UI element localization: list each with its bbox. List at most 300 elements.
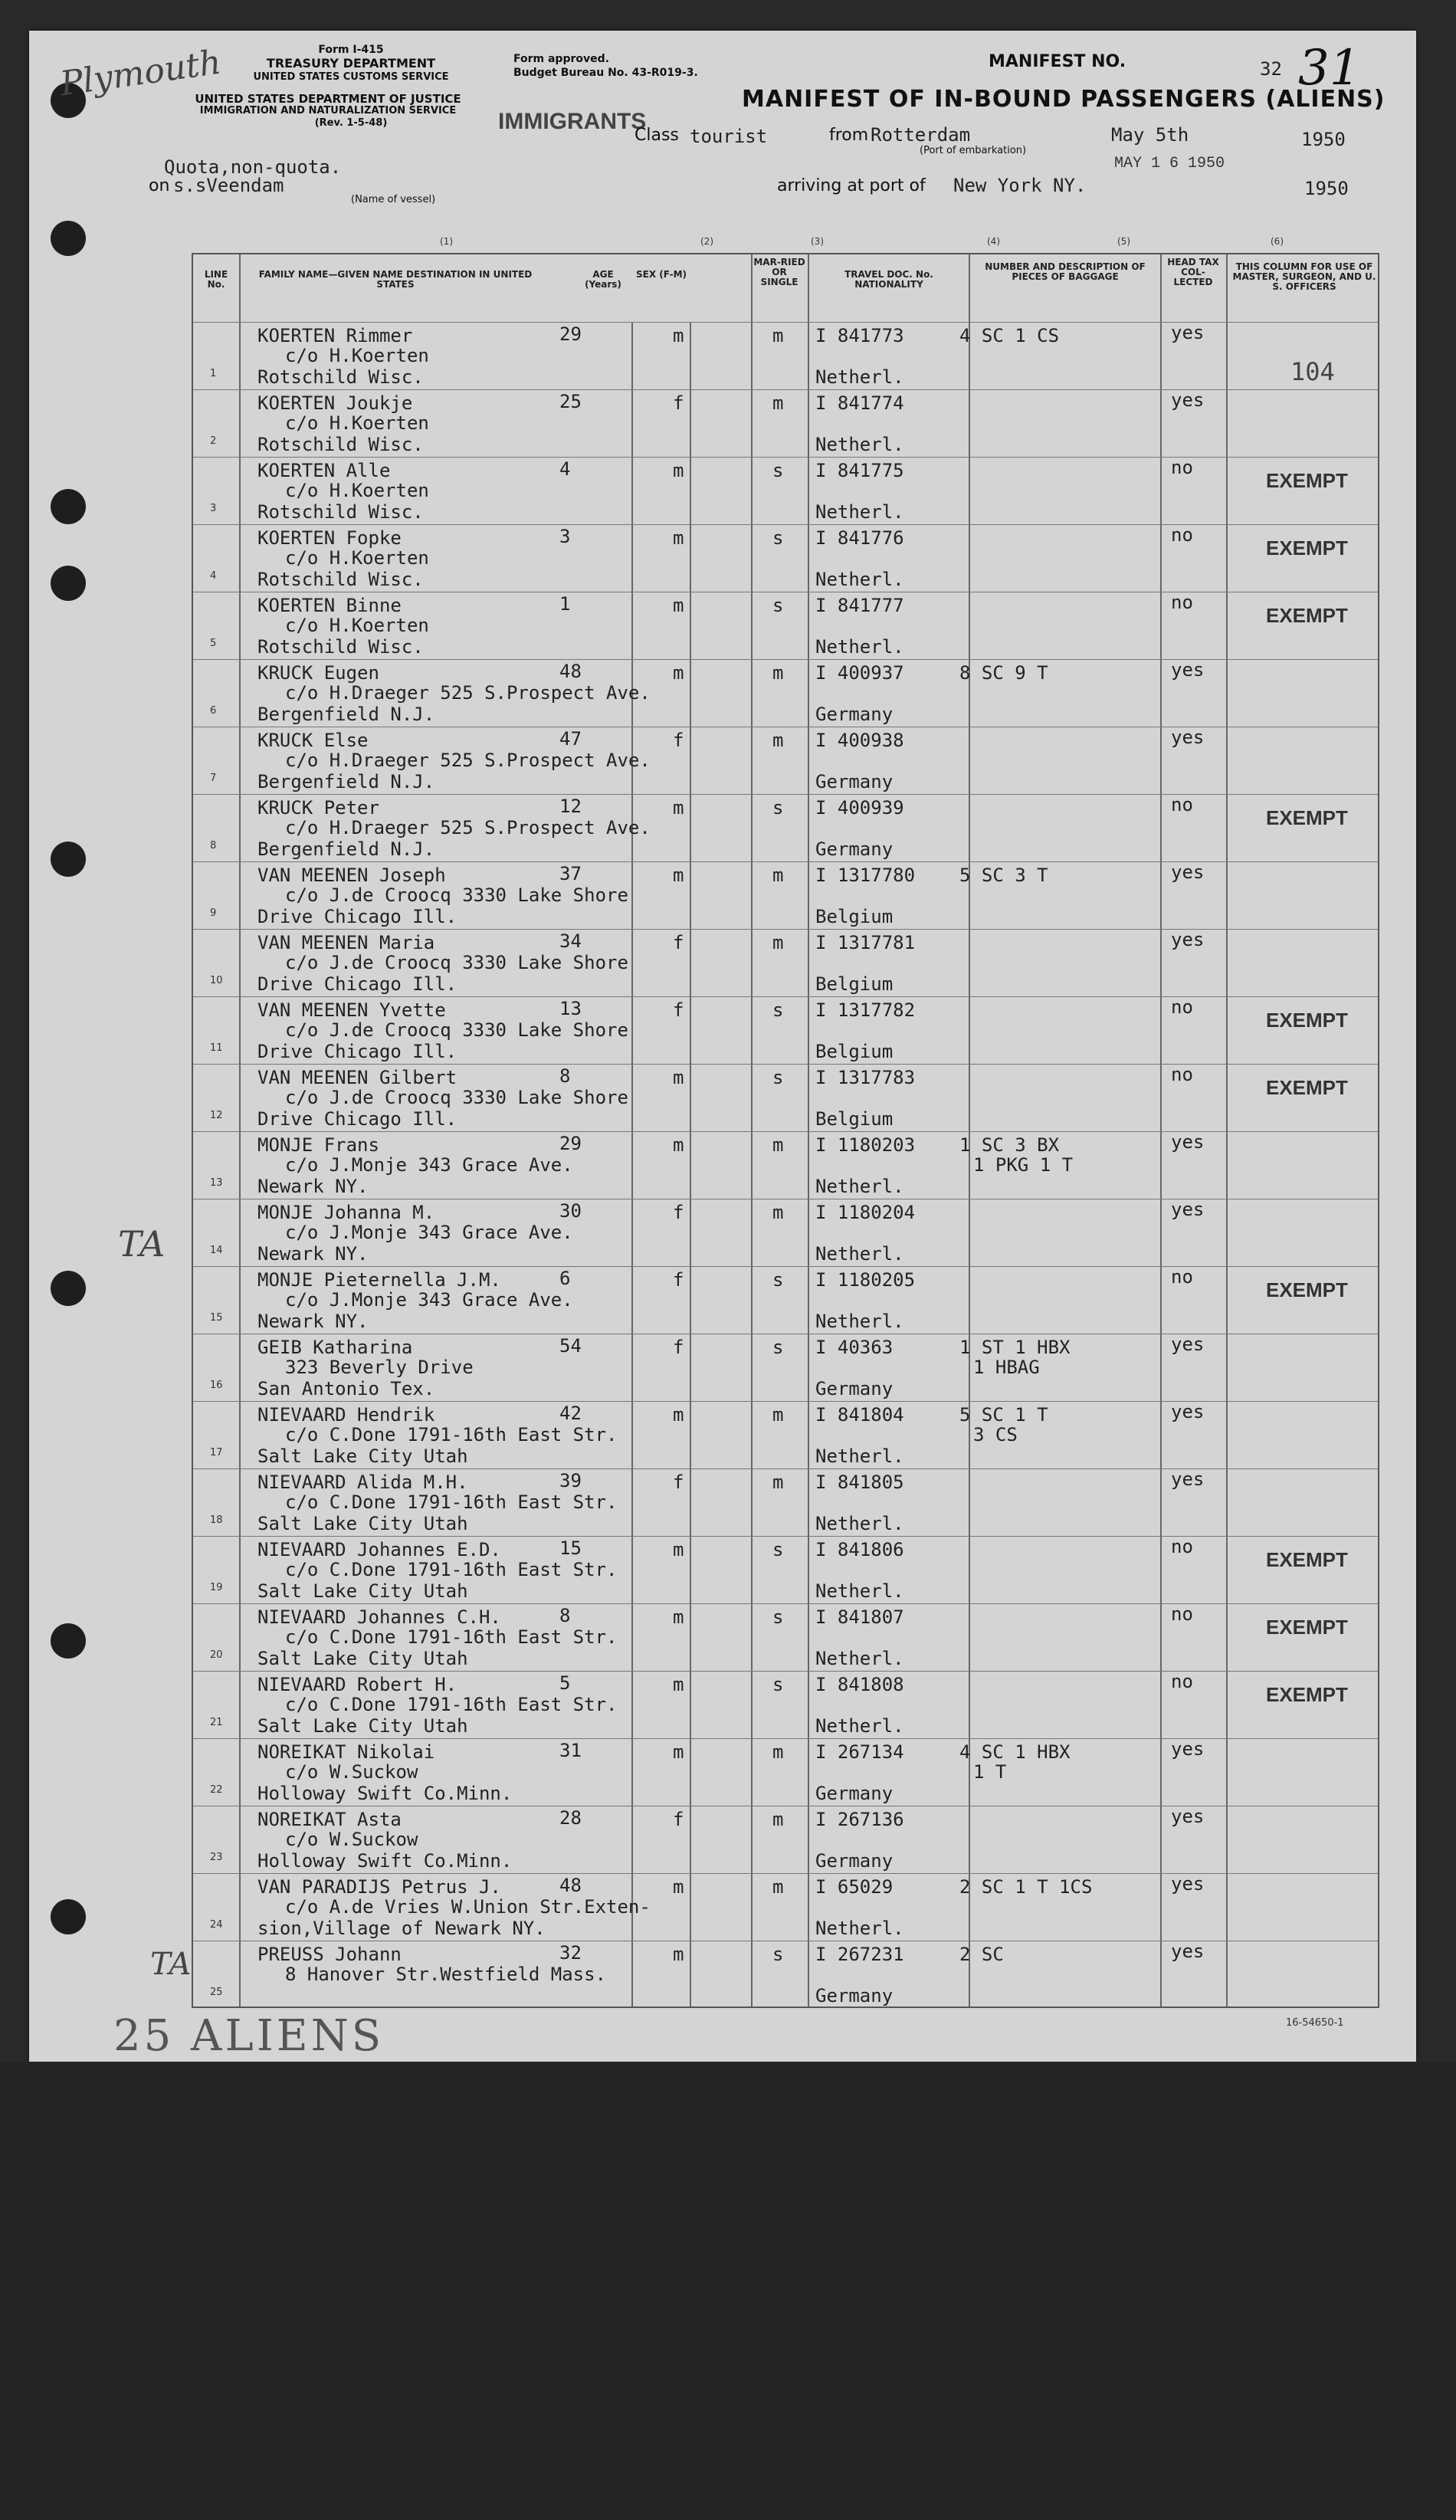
nationality: Netherl. [815,366,904,388]
travel-doc-number: I 400938 [815,730,904,751]
destination-line-1: c/o C.Done 1791-16th East Str. [285,1424,618,1445]
nationality: Netherl. [815,1176,904,1197]
destination-line-1: c/o C.Done 1791-16th East Str. [285,1694,618,1715]
travel-doc-number: I 1317783 [815,1067,916,1088]
sex-value: f [673,1269,684,1291]
travel-doc-number: I 841805 [815,1472,904,1493]
line-number: 3 [210,503,217,514]
exempt-stamp: EXEMPT [1266,1278,1348,1301]
table-row [193,1941,1378,2008]
destination-line-2: Drive Chicago Ill. [257,906,457,927]
age-value: 37 [559,863,582,884]
sex-value: f [673,1202,684,1223]
destination-line-2: Newark NY. [257,1176,369,1197]
destination-line-2: Bergenfield N.J. [257,838,435,860]
table-row [193,1536,1378,1603]
destination-line-1: c/o J.de Croocq 3330 Lake Shore [285,1019,628,1041]
head-tax-collected: yes [1171,861,1205,883]
line-number: 7 [210,773,217,784]
marital-status: m [772,325,784,346]
age-value: 42 [559,1403,582,1424]
justice-dept: UNITED STATES DEPARTMENT OF JUSTICE [195,92,461,106]
marital-status: m [772,932,784,953]
line-number: 14 [210,1245,223,1256]
age-value: 4 [559,458,571,480]
sex-value: m [673,662,684,684]
destination-line-2: Drive Chicago Ill. [257,1041,457,1062]
age-value: 29 [559,1133,582,1154]
destination-line-2: Salt Lake City Utah [257,1580,468,1602]
travel-doc-number: I 841807 [815,1606,904,1628]
head-tax-collected: no [1171,592,1193,613]
passenger-table [192,253,1379,2008]
exempt-stamp: EXEMPT [1266,536,1348,559]
age-value: 25 [559,391,582,412]
sex-value: m [673,1404,684,1426]
age-value: 48 [559,661,582,682]
destination-line-2: Newark NY. [257,1243,369,1265]
marital-status: s [772,1606,784,1628]
line-number: 5 [210,638,217,649]
marital-status: s [772,1674,784,1695]
sex-value: f [673,1472,684,1493]
age-value: 15 [559,1537,582,1559]
head-tax-collected: no [1171,1671,1193,1692]
passenger-name: VAN PARADIJS Petrus J. [257,1876,501,1898]
margin-handwriting: Plymouth [57,42,224,104]
passenger-name: GEIB Katharina [257,1337,413,1358]
customs-service: UNITED STATES CUSTOMS SERVICE [253,71,449,83]
age-value: 34 [559,930,582,952]
sex-value: f [673,932,684,953]
line-number: 9 [210,907,217,919]
passenger-name: VAN MEENEN Maria [257,932,435,953]
baggage-description-2: 1 PKG 1 T [973,1154,1074,1176]
travel-doc-number: I 841775 [815,460,904,481]
head-tax-collected: no [1171,1266,1193,1288]
sex-value: f [673,1337,684,1358]
col-num-1: (1) [440,236,453,247]
microfilm-margin [0,2062,1456,2520]
col-head-line: LINE No. [204,269,228,290]
passenger-name: KRUCK Eugen [257,662,379,684]
marital-status: m [772,865,784,886]
class-label: Class [635,126,679,145]
on-label: on [149,176,170,195]
travel-doc-number: I 841773 [815,325,904,346]
sex-value: m [673,527,684,549]
marital-status: m [772,1202,784,1223]
destination-line-1: c/o J.de Croocq 3330 Lake Shore [285,952,628,973]
age-value: 5 [559,1672,571,1694]
destination-line-2: Rotschild Wisc. [257,501,424,523]
nationality: Netherl. [815,1513,904,1534]
punch-hole [51,842,86,877]
nationality: Netherl. [815,434,904,455]
head-tax-collected: yes [1171,389,1205,411]
travel-doc-number: I 1180203 [815,1134,916,1156]
line-number: 22 [210,1784,223,1796]
class-value: tourist [690,126,768,147]
sex-value: m [673,1944,684,1965]
destination-line-1: c/o C.Done 1791-16th East Str. [285,1491,618,1513]
travel-doc-number: I 841806 [815,1539,904,1560]
age-value: 32 [559,1942,582,1964]
marital-status: s [772,460,784,481]
nationality: Netherl. [815,1445,904,1467]
line-number: 10 [210,975,223,986]
sex-value: m [673,797,684,819]
line-number: 13 [210,1177,223,1189]
marital-status: m [772,1876,784,1898]
line-number: 23 [210,1852,223,1863]
age-value: 28 [559,1807,582,1829]
baggage-description: 2 SC 1 T 1CS [959,1876,1093,1898]
baggage-description: 5 SC 1 T [959,1404,1048,1426]
marital-status: s [772,797,784,819]
sex-value: m [673,1876,684,1898]
exempt-stamp: EXEMPT [1266,1009,1348,1032]
exempt-stamp: EXEMPT [1266,1076,1348,1099]
col-num-3: (3) [811,236,824,247]
sex-value: f [673,999,684,1021]
destination-line-2: Bergenfield N.J. [257,771,435,792]
table-row [193,1131,1378,1199]
destination-line-1: c/o A.de Vries W.Union Str.Exten- [285,1896,651,1918]
table-row [193,1603,1378,1671]
age-value: 6 [559,1268,571,1289]
travel-doc-number: I 267134 [815,1741,904,1763]
sex-value: m [673,1134,684,1156]
destination-line-1: c/o C.Done 1791-16th East Str. [285,1559,618,1580]
passenger-name: VAN MEENEN Yvette [257,999,446,1021]
form-number: Form I-415 [318,44,384,56]
passenger-name: KOERTEN Alle [257,460,391,481]
side-mark-2: TA [150,1947,192,1982]
destination-line-2: Rotschild Wisc. [257,434,424,455]
nationality: Netherl. [815,1918,904,1939]
sex-value: f [673,1809,684,1830]
marital-status: m [772,1404,784,1426]
age-value: 29 [559,323,582,345]
destination-line-2: San Antonio Tex. [257,1378,435,1399]
line-number: 18 [210,1514,223,1526]
head-tax-collected: yes [1171,659,1205,681]
line-number: 21 [210,1717,223,1728]
passenger-name: PREUSS Johann [257,1944,402,1965]
head-tax-collected: no [1171,996,1193,1018]
table-row [193,794,1378,861]
baggage-description: 1 SC 3 BX [959,1134,1060,1156]
head-tax-collected: yes [1171,1941,1205,1962]
line-number: 12 [210,1110,223,1121]
port-embark-note: (Port of embarkation) [920,145,1027,156]
head-tax-collected: yes [1171,1468,1205,1490]
col-head-baggage: NUMBER AND DESCRIPTION OF PIECES OF BAGGAGE [985,261,1146,282]
table-row [193,389,1378,457]
sex-value: m [673,325,684,346]
passenger-name: KOERTEN Joukje [257,392,413,414]
col-num-6: (6) [1271,236,1284,247]
stamp-104: 104 [1290,357,1335,386]
exempt-stamp: EXEMPT [1266,469,1348,492]
head-tax-collected: yes [1171,1334,1205,1355]
destination-line-1: c/o C.Done 1791-16th East Str. [285,1626,618,1648]
total-aliens-handwriting: 25 ALIENS [113,2011,385,2061]
destination-line-1: c/o H.Koerten [285,412,429,434]
destination-line-2: Bergenfield N.J. [257,704,435,725]
destination-line-1: c/o J.Monje 343 Grace Ave. [285,1154,573,1176]
travel-doc-number: I 841776 [815,527,904,549]
line-number: 11 [210,1042,223,1054]
punch-hole [51,566,86,601]
age-value: 54 [559,1335,582,1357]
col-num-5: (5) [1117,236,1130,247]
passenger-name: KOERTEN Rimmer [257,325,413,346]
travel-doc-number: I 1317782 [815,999,916,1021]
head-tax-collected: no [1171,794,1193,815]
quota-line: Quota,non-quota. [164,156,342,178]
passenger-name: NOREIKAT Nikolai [257,1741,435,1763]
table-row [193,1671,1378,1738]
destination-line-1: c/o H.Draeger 525 S.Prospect Ave. [285,682,651,704]
passenger-name: NIEVAARD Alida M.H. [257,1472,468,1493]
table-row [193,1873,1378,1941]
destination-line-1: c/o H.Koerten [285,480,429,501]
head-tax-collected: no [1171,524,1193,546]
exempt-stamp: EXEMPT [1266,1548,1348,1571]
manifest-page [29,31,1416,2062]
marital-status: m [772,662,784,684]
travel-doc-number: I 267136 [815,1809,904,1830]
age-value: 12 [559,796,582,817]
arriving-port: New York NY. [953,175,1087,196]
table-row [193,929,1378,996]
sex-value: f [673,392,684,414]
year-2: 1950 [1304,178,1349,199]
nationality: Netherl. [815,1648,904,1669]
passenger-name: KRUCK Else [257,730,369,751]
destination-line-1: 8 Hanover Str.Westfield Mass. [285,1964,607,1985]
head-tax-collected: yes [1171,727,1205,748]
table-row [193,1199,1378,1266]
manifest-number-hand: 31 [1298,40,1361,97]
travel-doc-number: I 841808 [815,1674,904,1695]
travel-doc-number: I 1317781 [815,932,916,953]
punch-hole [51,1271,86,1306]
side-mark-1: TA [118,1223,166,1265]
baggage-description-2: 1 HBAG [973,1357,1040,1378]
baggage-description-2: 3 CS [973,1424,1018,1445]
age-value: 13 [559,998,582,1019]
baggage-description: 4 SC 1 CS [959,325,1060,346]
punch-hole [51,1623,86,1659]
col-num-2: (2) [700,236,713,247]
nationality: Netherl. [815,1580,904,1602]
nationality: Belgium [815,973,894,995]
table-row [193,861,1378,929]
page-title: MANIFEST OF IN-BOUND PASSENGERS (ALIENS) [742,86,1385,113]
travel-doc-number: I 65029 [815,1876,894,1898]
nationality: Netherl. [815,569,904,590]
table-row [193,1401,1378,1468]
passenger-name: NIEVAARD Johannes E.D. [257,1539,501,1560]
immigrants-stamp: IMMIGRANTS [498,109,647,134]
marital-status: m [772,1134,784,1156]
nationality: Netherl. [815,1715,904,1737]
marital-status: s [772,999,784,1021]
table-row [193,592,1378,659]
line-number: 17 [210,1447,223,1459]
nationality: Germany [815,1378,894,1399]
col-head-tax: HEAD TAX COL-LECTED [1167,257,1219,287]
table-row [193,322,1378,389]
sex-value: m [673,595,684,616]
nationality: Belgium [815,1041,894,1062]
punch-hole [51,221,86,256]
sex-value: m [673,460,684,481]
travel-doc-number: I 1180204 [815,1202,916,1223]
head-tax-collected: yes [1171,1131,1205,1153]
marital-status: m [772,730,784,751]
exempt-stamp: EXEMPT [1266,1683,1348,1706]
manifest-number: 32 [1260,58,1282,80]
destination-line-1: c/o J.de Croocq 3330 Lake Shore [285,884,628,906]
marital-status: m [772,392,784,414]
destination-line-1: c/o H.Koerten [285,615,429,636]
table-row [193,1266,1378,1334]
baggage-description: 4 SC 1 HBX [959,1741,1071,1763]
line-number: 2 [210,435,217,447]
year-1: 1950 [1301,129,1346,150]
travel-doc-number: I 267231 [815,1944,904,1965]
head-tax-collected: yes [1171,1401,1205,1422]
marital-status: s [772,1067,784,1088]
travel-doc-number: I 841777 [815,595,904,616]
travel-doc-number: I 1180205 [815,1269,916,1291]
passenger-name: KOERTEN Binne [257,595,402,616]
head-tax-collected: yes [1171,1806,1205,1827]
revision: (Rev. 1-5-48) [314,117,388,129]
passenger-name: MONJE Johanna M. [257,1202,435,1223]
manifest-label: MANIFEST NO. [989,52,1126,71]
destination-line-1: c/o W.Suckow [285,1829,418,1850]
destination-line-2: Salt Lake City Utah [257,1445,468,1467]
ins-service: IMMIGRATION AND NATURALIZATION SERVICE [199,105,457,116]
destination-line-1: c/o H.Draeger 525 S.Prospect Ave. [285,750,651,771]
head-tax-collected: no [1171,1603,1193,1625]
punch-hole [51,489,86,524]
destination-line-2: Holloway Swift Co.Minn. [257,1783,513,1804]
destination-line-2: Salt Lake City Utah [257,1513,468,1534]
line-number: 25 [210,1987,223,1998]
destination-line-1: c/o J.Monje 343 Grace Ave. [285,1289,573,1311]
line-number: 6 [210,705,217,717]
passenger-name: MONJE Frans [257,1134,379,1156]
destination-line-1: c/o W.Suckow [285,1761,418,1783]
nationality: Germany [815,1985,894,2006]
destination-line-2: Salt Lake City Utah [257,1648,468,1669]
head-tax-collected: yes [1171,322,1205,343]
from-date: May 5th [1111,124,1189,146]
table-row [193,1334,1378,1401]
vessel-note: (Name of vessel) [351,194,436,205]
line-number: 8 [210,840,217,851]
destination-line-2: Newark NY. [257,1311,369,1332]
age-value: 48 [559,1875,582,1896]
destination-line-2: Holloway Swift Co.Minn. [257,1850,513,1872]
destination-line-1: 323 Beverly Drive [285,1357,474,1378]
punch-hole [51,1899,86,1934]
line-number: 24 [210,1919,223,1931]
marital-status: m [772,1809,784,1830]
nationality: Netherl. [815,1243,904,1265]
travel-doc-number: I 400939 [815,797,904,819]
passenger-name: NOREIKAT Asta [257,1809,402,1830]
table-row [193,1468,1378,1536]
sex-value: m [673,1674,684,1695]
sex-value: m [673,865,684,886]
sex-value: m [673,1606,684,1628]
line-number: 16 [210,1380,223,1391]
col-head-travel-doc: TRAVEL DOC. No. NATIONALITY [844,269,933,290]
age-value: 47 [559,728,582,750]
nationality: Netherl. [815,636,904,658]
marital-status: s [772,1269,784,1291]
age-value: 8 [559,1605,571,1626]
head-tax-collected: yes [1171,1873,1205,1895]
destination-line-2: Rotschild Wisc. [257,636,424,658]
table-row [193,524,1378,592]
sex-value: m [673,1539,684,1560]
marital-status: s [772,1337,784,1358]
head-tax-collected: yes [1171,929,1205,950]
destination-line-2: Drive Chicago Ill. [257,973,457,995]
marital-status: m [772,1472,784,1493]
destination-line-2: Rotschild Wisc. [257,569,424,590]
travel-doc-number: I 40363 [815,1337,894,1358]
table-row [193,1806,1378,1873]
line-number: 20 [210,1649,223,1661]
nationality: Germany [815,771,894,792]
exempt-stamp: EXEMPT [1266,806,1348,829]
passenger-name: NIEVAARD Johannes C.H. [257,1606,501,1628]
nationality: Germany [815,704,894,725]
passenger-name: NIEVAARD Hendrik [257,1404,435,1426]
marital-status: s [772,1944,784,1965]
passenger-name: VAN MEENEN Joseph [257,865,446,886]
passenger-name: VAN MEENEN Gilbert [257,1067,457,1088]
nationality: Belgium [815,1108,894,1130]
passenger-name: KOERTEN Fopke [257,527,402,549]
age-value: 1 [559,593,571,615]
travel-doc-number: I 1317780 [815,865,916,886]
line-number: 1 [210,368,217,379]
col-head-sex: SEX (F-M) [636,269,687,280]
sex-value: m [673,1067,684,1088]
col-num-4: (4) [987,236,1000,247]
travel-doc-number: I 400937 [815,662,904,684]
passenger-name: MONJE Pieternella J.M. [257,1269,501,1291]
treasury-dept: TREASURY DEPARTMENT [266,56,436,71]
age-value: 30 [559,1200,582,1222]
table-row [193,457,1378,524]
destination-line-2: Salt Lake City Utah [257,1715,468,1737]
marital-status: s [772,1539,784,1560]
age-value: 31 [559,1740,582,1761]
sex-value: f [673,730,684,751]
marital-status: s [772,527,784,549]
